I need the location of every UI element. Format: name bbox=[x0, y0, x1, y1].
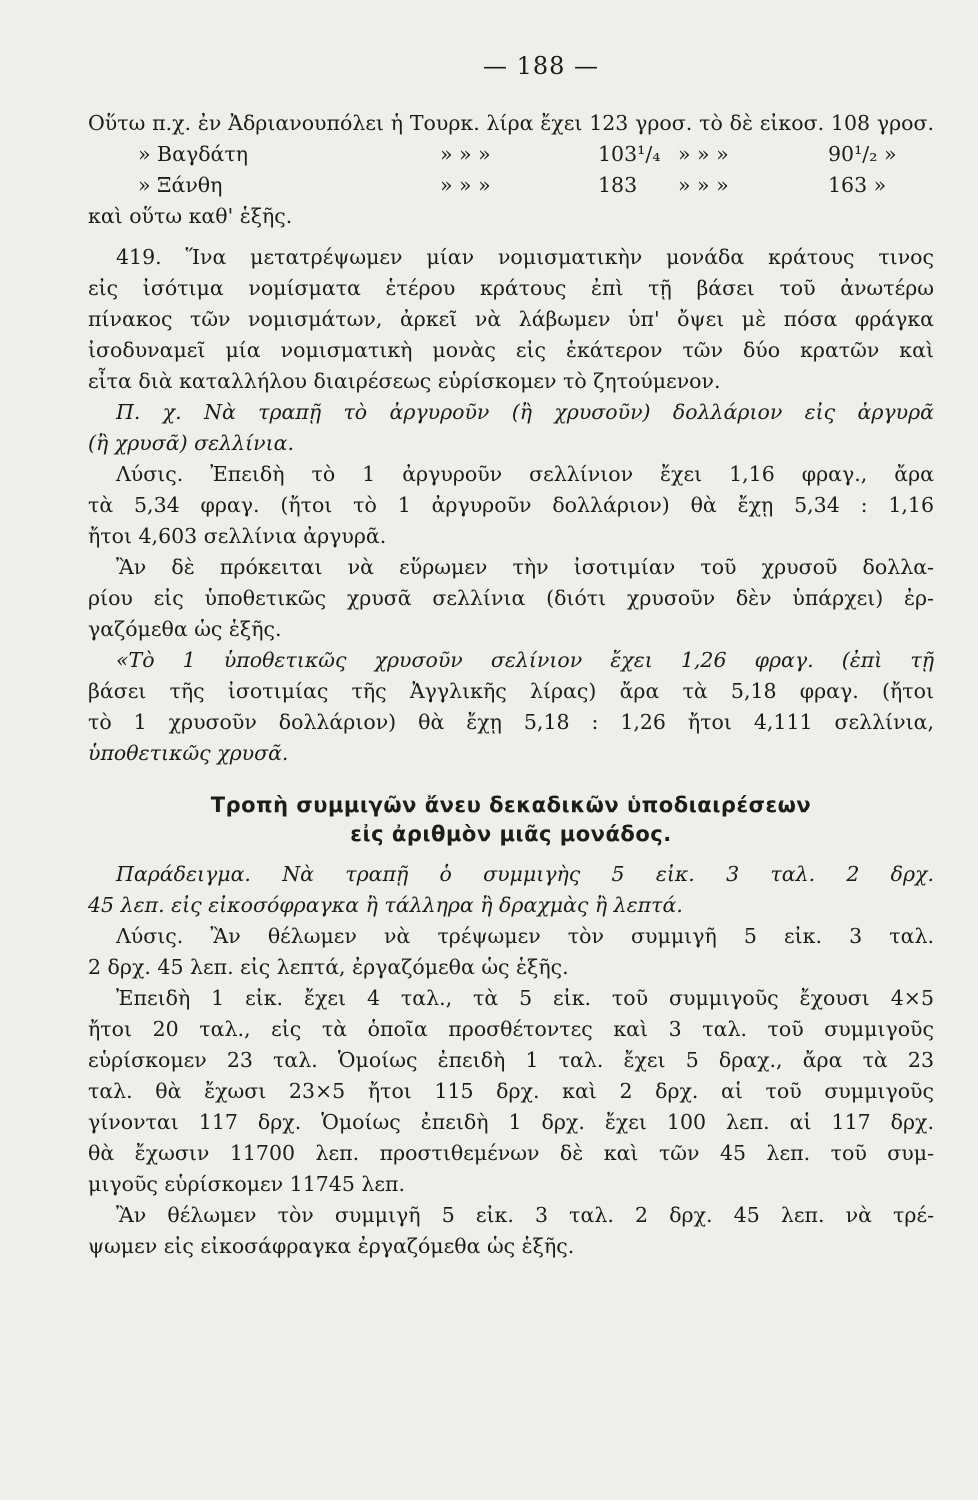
text-line: 419. Ἵνα μετατρέψωμεν μίαν νομισματικὴν μονάδα κράτους τινος bbox=[116, 245, 934, 269]
text-line: τὰ 5,34 φραγ. (ἤτοι τὸ 1 ἀργυροῦν δολλάριον) θὰ ἔχῃ 5,34 : 1,16 bbox=[88, 493, 934, 517]
text-line: ἤτοι 4,603 σελλίνια ἀργυρᾶ. bbox=[88, 524, 387, 548]
table-cell-value: 90¹/₂ » bbox=[828, 142, 897, 166]
table-cell-marks: » » » bbox=[678, 142, 729, 166]
currency-table bbox=[88, 108, 934, 232]
text-line: θὰ ἔχωσιν 11700 λεπ. προστιθεμένων δὲ καὶ τῶν 45 λεπ. τοῦ συμ- bbox=[88, 1141, 934, 1165]
text-line: 45 λεπ. εἰς εἰκοσόφραγκα ἢ τάλληρα ἢ δραχμὰς ἢ λεπτά. bbox=[88, 893, 683, 917]
solution-paragraph bbox=[88, 921, 934, 983]
text-line: «Τὸ 1 ὑποθετικῶς χρυσοῦν σελίνιον ἔχει 1,26 φραγ. (ἐπὶ τῇ bbox=[116, 648, 934, 672]
text-line: ταλ. θὰ ἔχωσι 23×5 ἤτοι 115 δρχ. καὶ 2 δρχ. αἱ τοῦ συμμιγοῦς bbox=[88, 1079, 934, 1103]
text-line: Ἂν θέλωμεν τὸν συμμιγῆ 5 εἰκ. 3 ταλ. 2 δρχ. 45 λεπ. νὰ τρέ- bbox=[116, 1203, 934, 1227]
table-cell-value: 103¹/₄ bbox=[598, 142, 661, 166]
final-paragraph bbox=[88, 1200, 934, 1262]
text-line: πίνακος τῶν νομισμάτων, ἀρκεῖ νὰ λάβωμεν ὑπ' ὄψει μὲ πόσα φράγκα bbox=[88, 307, 934, 331]
table-row: Οὕτω π.χ. ἐν Ἀδριανουπόλει ἡ Τουρκ. λίρα ἔχει 123 γροσ. τὸ δὲ εἰκοσ. 108 γροσ. bbox=[88, 111, 934, 135]
gold-paragraph bbox=[88, 552, 934, 645]
text-line: εἶτα διὰ καταλλήλου διαιρέσεως εὑρίσκομεν τὸ ζητούμενον. bbox=[88, 369, 721, 393]
text-line: εἰς ἰσότιμα νομίσματα ἑτέρου κράτους ἐπὶ τῇ βάσει τοῦ ἀνωτέρω bbox=[88, 276, 934, 300]
text-line: Ἂν δὲ πρόκειται νὰ εὕρωμεν τὴν ἰσοτιμίαν τοῦ χρυσοῦ δολλα- bbox=[116, 555, 934, 579]
table-cell-marks: » » » bbox=[440, 173, 491, 197]
text-line: Παράδειγμα. Νὰ τραπῇ ὁ συμμιγὴς 5 εἰκ. 3 ταλ. 2 δρχ. bbox=[116, 862, 934, 886]
table-cell-city: » Βαγδάτη bbox=[138, 142, 249, 166]
table-cell-city: » Ξάνθη bbox=[138, 173, 223, 197]
table-row: καὶ οὕτω καθ' ἑξῆς. bbox=[88, 204, 293, 228]
calculation-paragraph bbox=[88, 983, 934, 1200]
text-line: Λύσις. Ἐπειδὴ τὸ 1 ἀργυροῦν σελλίνιον ἔχει 1,16 φραγ., ἄρα bbox=[116, 462, 934, 486]
text-line: (ἢ χρυσᾶ) σελλίνια. bbox=[88, 431, 294, 455]
section-heading bbox=[88, 791, 934, 849]
text-line: μιγοῦς εὑρίσκομεν 11745 λεπ. bbox=[88, 1172, 405, 1196]
text-line: ὑποθετικῶς χρυσᾶ. bbox=[88, 741, 289, 765]
text-line: τὸ 1 χρυσοῦν δολλάριον) θὰ ἔχῃ 5,18 : 1,26 ἤτοι 4,111 σελλίνια, bbox=[88, 710, 934, 734]
text-line: βάσει τῆς ἰσοτιμίας τῆς Ἀγγλικῆς λίρας) ἄρα τὰ 5,18 φραγ. (ἤτοι bbox=[88, 679, 934, 703]
text-line: ἰσοδυναμεῖ μία νομισματικὴ μονὰς εἰς ἑκάτερον τῶν δύο κρατῶν καὶ bbox=[88, 338, 934, 362]
page-body bbox=[88, 52, 934, 1262]
table-row bbox=[88, 170, 934, 201]
text-line: ρίου εἰς ὑποθετικῶς χρυσᾶ σελλίνια (διότι χρυσοῦν δὲν ὑπάρχει) ἐρ- bbox=[88, 586, 934, 610]
example-paragraph bbox=[88, 859, 934, 921]
text-line: Ἐπειδὴ 1 εἰκ. ἔχει 4 ταλ., τὰ 5 εἰκ. τοῦ συμμιγοῦς ἔχουσι 4×5 bbox=[116, 986, 934, 1010]
paragraph-419 bbox=[88, 242, 934, 397]
example-paragraph bbox=[88, 397, 934, 459]
text-line: εὑρίσκομεν 23 ταλ. Ὁμοίως ἐπειδὴ 1 ταλ. ἔχει 5 δραχ., ἄρα τὰ 23 bbox=[88, 1048, 934, 1072]
text-line: 2 δρχ. 45 λεπ. εἰς λεπτά, ἐργαζόμεθα ὡς ἑξῆς. bbox=[88, 955, 569, 979]
text-line: ψωμεν εἰς εἰκοσάφραγκα ἐργαζόμεθα ὡς ἑξῆς. bbox=[88, 1234, 575, 1258]
text-line: γίνονται 117 δρχ. Ὁμοίως ἐπειδὴ 1 δρχ. ἔχει 100 λεπ. αἱ 117 δρχ. bbox=[88, 1110, 934, 1134]
table-cell-value: 183 bbox=[598, 173, 638, 197]
text-line: γαζόμεθα ὡς ἑξῆς. bbox=[88, 617, 282, 641]
text-line: Λύσις. Ἂν θέλωμεν νὰ τρέψωμεν τὸν συμμιγῆ 5 εἰκ. 3 ταλ. bbox=[116, 924, 934, 948]
table-row bbox=[88, 139, 934, 170]
quote-paragraph bbox=[88, 645, 934, 769]
text-line: ἤτοι 20 ταλ., εἰς τὰ ὁποῖα προσθέτοντες καὶ 3 ταλ. τοῦ συμμιγοῦς bbox=[88, 1017, 934, 1041]
text-line: Π. χ. Νὰ τραπῇ τὸ ἀργυροῦν (ἢ χρυσοῦν) δολλάριον εἰς ἀργυρᾶ bbox=[116, 400, 934, 424]
solution-paragraph bbox=[88, 459, 934, 552]
table-cell-marks: » » » bbox=[440, 142, 491, 166]
table-cell-marks: » » » bbox=[678, 173, 729, 197]
table-cell-value: 163 » bbox=[828, 173, 887, 197]
heading-line: εἰς ἀριθμὸν μιᾶς μονάδος. bbox=[350, 822, 672, 846]
page-number: — 188 — bbox=[482, 52, 600, 80]
heading-line: Τροπὴ συμμιγῶν ἄνευ δεκαδικῶν ὑποδιαιρέσεων bbox=[210, 793, 812, 817]
